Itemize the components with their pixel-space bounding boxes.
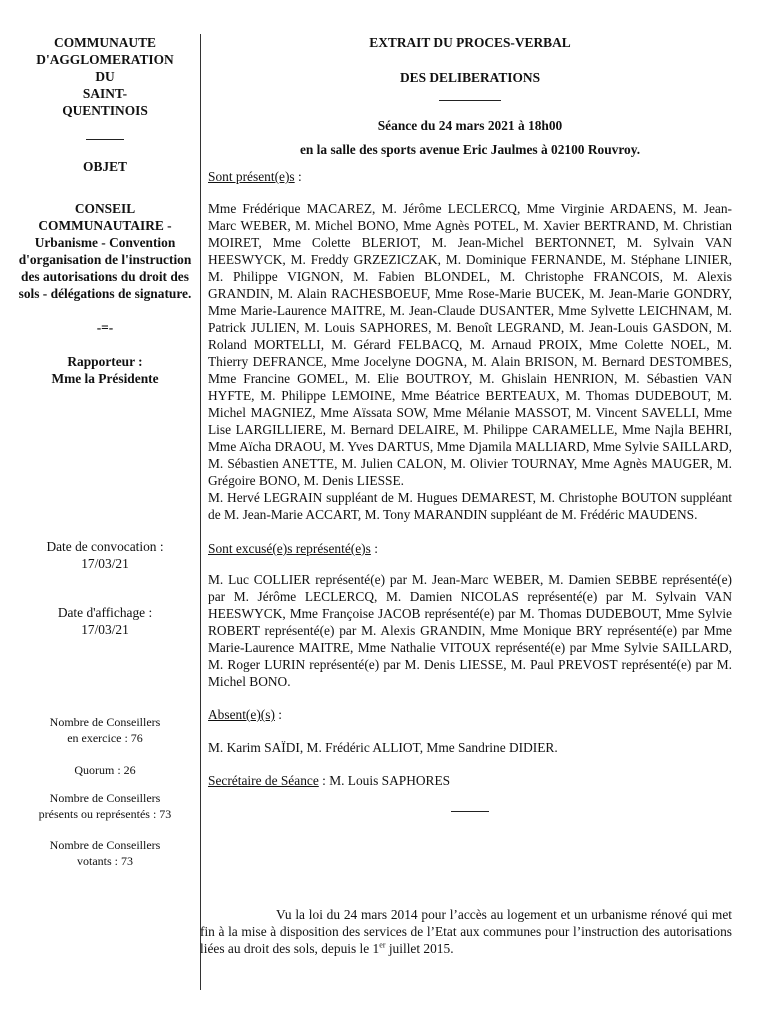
- absents-heading-label: Absent(e)(s): [208, 707, 275, 722]
- left-sidebar: [14, 34, 196, 868]
- heading-colon: :: [274, 707, 283, 722]
- presents-heading-label: Sont présent(e)s: [208, 169, 295, 184]
- seance-location: en la salle des sports avenue Eric Jaulmes à 02100 Rouvroy.: [299, 142, 641, 157]
- excuses-list: M. Luc COLLIER représenté(e) par M. Jean-Marc WEBER, M. Damien SEBBE représenté(e) par M. Jérôme LECLERCQ, M. Damien NICOLAS représenté(e) par M. Sylvain VAN HEESWYCK, Mme Françoise JACOB représenté(e) par M. Thomas DUDEBOUT, Mme Sylvie ROBERT représenté(e) par M. Alexis GRANDIN, Mme Monique BRY représenté(e) par Mme Marie-Laurence MAITRE, Mme Nathalie VITOUX représenté(e) par Mme Sylvie SAILLARD, M. Roger LURIN représenté(e) par M. Denis LIESSE, M. Paul PREVOST représenté(e) par M. Michel BONO.: [208, 572, 732, 689]
- absents-heading: [208, 706, 732, 723]
- organization-line: D'AGGLOMERATION: [36, 52, 174, 67]
- main-content: [208, 34, 732, 816]
- column-divider: [200, 34, 201, 990]
- document-subtitle: DES DELIBERATIONS: [399, 70, 541, 85]
- votants-label: Nombre de Conseillers: [49, 838, 161, 852]
- excuses-heading-label: Sont excusé(e)s représenté(e)s: [208, 541, 371, 556]
- convocation-date: 17/03/21: [81, 556, 129, 571]
- final-paragraph-start: Vu la loi du 24 mars 2014 pour l’accès au logement et un urbanisme rénové qui met fin à la mise à disposition des services de l’Etat aux communes pour l’instruction des autorisations liées au droit des sols, depuis le 1: [200, 907, 732, 956]
- presents-heading: [208, 168, 732, 185]
- objet-block: [14, 200, 196, 302]
- objet-separator: -=-: [96, 320, 114, 335]
- affichage-block: [14, 604, 196, 638]
- organization-line: SAINT-: [82, 86, 128, 101]
- excuses-heading: [208, 540, 732, 557]
- final-paragraph: [200, 906, 732, 957]
- final-paragraph-sup: er: [379, 940, 386, 950]
- secretaire-value: : M. Louis SAPHORES: [318, 773, 451, 788]
- section-divider: [208, 799, 732, 816]
- organization-line: DU: [95, 69, 115, 84]
- presents-list: Mme Frédérique MACAREZ, M. Jérôme LECLERCQ, Mme Virginie ARDAENS, M. Jean-Marc WEBER, M. Michel BONO, Mme Agnès POTEL, M. Xavier BERTRAND, M. Christian MOIRET, Mme Colette BLERIOT, M. Jean-Michel BERTONNET, M. Sylvain VAN HEESWYCK, M. Freddy GRZEZICZAK, M. Dominique FERNANDE, M. Stéphane LINIER, M. Philippe VIGNON, M. Fabien BLONDEL, M. Christophe FRANCOIS, M. Alexis GRANDIN, M. Alain RACHESBOEUF, Mme Rose-Marie BUCEK, M. Jean-Marie GONDRY, Mme Marie-Laurence MAITRE, M. Jean-Claude DUSANTER, Mme Sylvette LEICHNAM, M. Patrick JULIEN, M. Louis SAPHORES, M. Benoît LEGRAND, M. Jean-Louis GASDON, M. Roland MORTELLI, M. Gérard FELBACQ, M. Arnaud PROIX, Mme Colette NOEL, M. Thierry DEFRANCE, Mme Jocelyne DOGNA, M. Alain BRISON, M. Bernard DESTOMBES, Mme Francine GOMEL, M. Elie BOUTROY, M. Ghislain HENRION, M. Sébastien VAN HYFTE, M. Philippe LEMOINE, Mme Béatrice BERTEAUX, M. Thomas DUDEBOUT, M. Michel MAGNIEZ, Mme Aïssata SOW, Mme Mélanie MASSOT, M. Vincent SAVELLI, Mme Lise LARGILLIERE, M. Bernard DELAIRE, M. Philippe CARAMELLE, Mme Najla BEHRI, Mme Aïcha DRAOU, M. Yves DARTUS, Mme Djamila MALLIARD, Mme Sylvie SAILLARD, M. Sébastien ANETTE, M. Julien CALON, M. Olivier TOURNAY, Mme Agnès MAUGER, M. Grégoire BONO, M. Denis LIESSE.: [208, 201, 732, 488]
- title-divider: [208, 88, 732, 105]
- heading-colon: :: [370, 541, 378, 556]
- affichage-date: 17/03/21: [81, 622, 129, 637]
- heading-colon: :: [294, 169, 302, 184]
- presents-count-block: [14, 790, 196, 822]
- affichage-label: Date d'affichage :: [57, 605, 153, 620]
- rapporteur-block: [14, 353, 196, 387]
- votants-block: [14, 837, 196, 869]
- presents-count: présents ou représentés : 73: [38, 807, 172, 821]
- suppleants-list: M. Hervé LEGRAIN suppléant de M. Hugues DEMAREST, M. Christophe BOUTON suppléant de M. Jean-Marie ACCART, M. Tony MARANDIN suppléant de M. Frédéric MAUDENS.: [208, 490, 732, 522]
- votants-count: votants : 73: [77, 854, 133, 868]
- rapporteur-label: Rapporteur :: [67, 354, 143, 369]
- presents-count-label: Nombre de Conseillers: [49, 791, 161, 805]
- document-title: EXTRAIT DU PROCES-VERBAL: [369, 35, 571, 50]
- convocation-label: Date de convocation :: [46, 539, 164, 554]
- exercice-count: en exercice : 76: [67, 731, 143, 745]
- final-paragraph-end: juillet 2015.: [385, 941, 454, 956]
- secretaire-label: Secrétaire de Séance: [208, 773, 319, 788]
- objet-subject: Urbanisme - Convention d'organisation de l'instruction des autorisations du droit des sols - délégations de signature.: [18, 235, 192, 301]
- quorum: Quorum : 26: [74, 763, 136, 777]
- exercice-label: Nombre de Conseillers: [49, 715, 161, 729]
- absents-list: M. Karim SAÏDI, M. Frédéric ALLIOT, Mme Sandrine DIDIER.: [208, 740, 558, 755]
- organization-line: COMMUNAUTE: [54, 35, 156, 50]
- objet-title: CONSEIL COMMUNAUTAIRE -: [38, 201, 172, 233]
- objet-heading: OBJET: [83, 159, 127, 174]
- organization-line: QUENTINOIS: [62, 103, 148, 118]
- seance-date: Séance du 24 mars 2021 à 18h00: [377, 118, 563, 133]
- secretaire-line: [208, 772, 732, 789]
- exercice-block: [14, 714, 196, 746]
- convocation-block: [14, 538, 196, 572]
- organization-name: [14, 34, 196, 119]
- rapporteur-name: Mme la Présidente: [51, 371, 159, 386]
- organization-divider: [14, 127, 196, 144]
